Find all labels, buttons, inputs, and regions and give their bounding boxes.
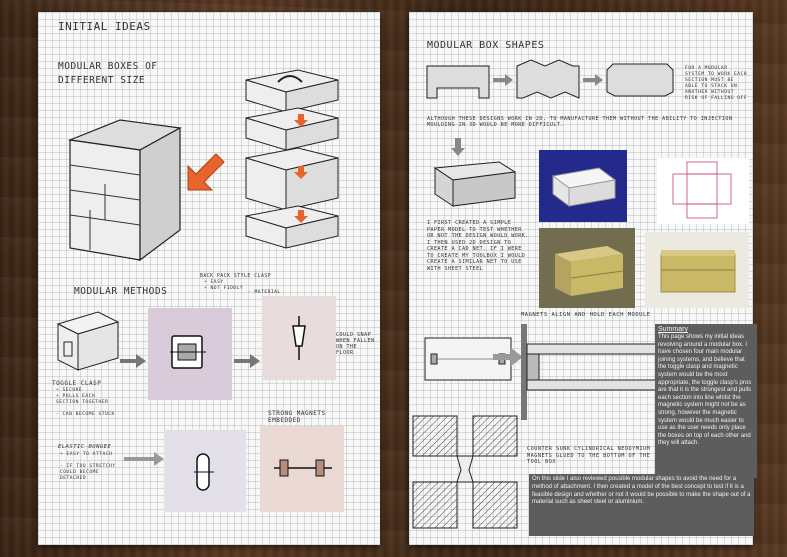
modular-box-sketch [70,120,180,260]
toggle-clasp-label: TOGGLE CLASP [52,380,102,387]
grey-arrow-icon-3 [124,452,164,466]
backpack-note-2: + NOT FIDDLY [204,286,244,291]
heading-methods: MODULAR METHODS [74,286,168,297]
summary-box [655,324,757,478]
paper-model-note: I FIRST CREATED A SIMPLE PAPER MODEL TO TEST WHETHER OR NOT THE DESIGN WOULD WORK. I THEN USED 2D DESIGN TO CREATE A CAD NET. IF I WERE TO CREATE MY TOOLBOX I WOULD CREATE A SIMILAR NET TO USE WITH SHEET STEEL [427,220,529,272]
grey-arrow-icon [120,354,146,368]
backpack-clasp-panel [262,296,336,380]
backpack-clasp-label: BACK PACK STYLE CLASP [200,274,272,279]
paper-model-sketch [425,162,515,210]
magnet-arrow-icon [493,348,523,366]
toggle-note-1: + SECURE [56,388,83,393]
page-title-left: INITIAL IDEAS [58,20,151,33]
strong-magnets-label: STRONG MAGNETS EMBEDDED [268,410,326,424]
shape-note: FOR A MODULAR SYSTEM TO WORK EACH SECTION MUST BE ABLE TO STACK ON ANOTHER WITHOUT RISK OF FALLING OFF [685,66,748,101]
elastic-note-2: - IF TOO STRETCHY COULD BECOME DETACHED [60,464,116,481]
page-title-right: MODULAR BOX SHAPES [427,40,545,51]
could-snap-note: COULD SNAP WHEN FALLEN ON THE FLOOR [336,332,375,356]
backpack-note-1: + EASY [204,280,224,285]
shape-arrow-1 [493,74,513,86]
elastic-note-1: + EASY TO ATTACH [60,452,113,457]
summary-heading: Summary [658,326,688,333]
orange-arrow-icon [186,152,226,192]
paper-model-photo [539,150,627,222]
heading-boxes: MODULAR BOXES OF DIFFERENT SIZE [58,61,158,86]
toggle-clasp-sketch [58,312,118,372]
model-photo-1 [539,228,635,308]
cross-section-sketch [409,412,521,532]
box-shape-1 [427,60,489,100]
summary-text: This page shows my initial ideas revolving around a modular box. I have chosen four main modular joining systems, and believe that the toggle clasp and magnetic system would be the most appropriate, the toggle clasp's pros are that it is the strongest and pulls each section into line whilst the magnetic system might not be as strong, however the magnetic system would be much easier to use as the user needs only place the boxes on top of each other and they will attach. [658,334,752,447]
toggle-note-3: - CAN BECOME STUCK [56,412,115,417]
grey-arrow-icon-2 [234,354,260,368]
toggle-note-2: + PULLS EACH SECTION TOGETHER [56,394,109,405]
elastic-bungee-panel [164,430,246,512]
shape-arrow-2 [583,74,603,86]
magnets-note: MAGNETS ALIGN AND HOLD EACH MODULE [521,312,651,318]
toggle-clasp-panel [148,308,232,400]
box-shape-3 [607,62,673,98]
left-sheet [38,12,380,545]
magnet-section-sketch [521,324,661,420]
cad-net-image [657,158,749,224]
right-sheet [409,12,753,545]
down-arrow-icon [451,138,465,156]
magnets-panel [260,426,344,512]
box-shape-2 [517,60,579,100]
stacked-boxes-sketch [238,70,338,250]
summary-text-2: On this slide I also reviewed possible modular shapes to avoid the need for a method of attachment. I then created a model of the best concept to test if it is a feasible design and whether or not it would be possible to make the shape out of a material such as sheet steel or aluminium. [532,476,751,506]
counter-sunk-note: COUNTER SUNK CYLINDRICAL NEODYMIUM MAGNETS GLUED TO THE BOTTOM OF THE TOOL BOX [527,446,651,465]
summary-box-bottom [529,474,754,536]
design-note: ALTHOUGH THESE DESIGNS WORK IN 2D, TO MANUFACTURE THEM WITHOUT THE ABILITY TO INJECTION MOULDING IN 3D WOULD BE MORE DIFFICULT. [427,116,733,128]
elastic-bungee-label: ELASTIC BUNGEE [58,444,112,450]
model-photo-2 [645,232,749,308]
backpack-note-3: - MATERIAL [248,290,281,295]
